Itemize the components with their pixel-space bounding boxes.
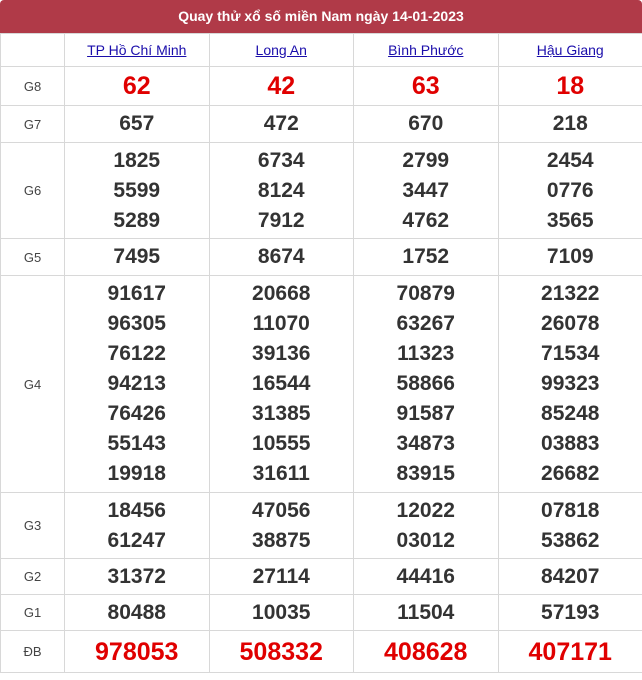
prize-cell [354,276,499,493]
province-header-row [1,34,642,67]
prize-cell [65,239,210,276]
prize-row [1,67,642,106]
prize-cell [498,493,642,559]
prize-number: 63267 [396,312,455,335]
prize-number: 8124 [257,178,305,202]
prize-row [1,631,642,673]
prize-number: 218 [552,112,588,135]
prize-number: 407171 [528,637,612,666]
prize-number: 31372 [107,564,166,588]
prize-number: 63 [411,72,440,100]
prize-number: 21322 [541,282,600,305]
results-table [0,33,642,673]
prize-number: 1825 [113,148,161,172]
prize-cell [65,67,210,106]
province-header [498,34,642,67]
prize-number: 61247 [107,528,166,552]
prize-cell [498,239,642,276]
prize-number: 91617 [107,282,166,305]
prize-number: 39136 [252,342,311,365]
prize-cell [498,595,642,631]
prize-cell [354,595,499,631]
prize-number: 18456 [107,498,166,522]
prize-cell [498,631,642,673]
prize-number: 83915 [396,462,455,485]
prize-number: 408628 [384,637,468,666]
prize-cell [498,143,642,239]
prize-number: 472 [263,112,299,135]
prize-number: 11504 [397,600,455,624]
prize-number: 44416 [396,564,455,588]
province-link-binh-phuoc[interactable]: Bình Phước [388,42,464,58]
prize-cell [354,67,499,106]
prize-cell [498,276,642,493]
prize-number: 76122 [107,342,166,365]
prize-number: 53862 [541,528,600,552]
prize-cell [65,559,210,595]
prize-number: 58866 [396,372,455,395]
prize-number: 508332 [239,637,323,666]
prize-number: 18 [556,72,585,100]
prize-number: 31385 [252,402,311,425]
prize-number: 0776 [546,178,594,202]
prize-cell [65,106,210,143]
prize-number: 31611 [252,462,310,485]
prize-number: 5289 [113,208,161,232]
prize-cell [65,631,210,673]
prize-cell [498,559,642,595]
prize-number: 71534 [541,342,600,365]
prize-number: 8674 [257,245,305,268]
prize-number: 94213 [107,372,166,395]
prize-cell [354,493,499,559]
prize-label: G3 [1,493,65,559]
prize-number: 978053 [95,637,179,666]
prize-label: G4 [1,276,65,493]
prize-number: 11323 [397,342,455,365]
prize-number: 03883 [541,432,600,455]
page-title: Quay thử xổ số miền Nam ngày 14-01-2023 [0,0,642,33]
prize-cell [65,276,210,493]
prize-row [1,276,642,493]
province-link-hau-giang[interactable]: Hậu Giang [536,42,604,58]
prize-number: 76426 [107,402,166,425]
prize-number: 85248 [541,402,600,425]
prize-label: G1 [1,595,65,631]
prize-number: 7912 [257,208,305,232]
prize-number: 5599 [113,178,161,202]
prize-number: 7495 [113,245,161,268]
prize-number: 55143 [107,432,166,455]
prize-cell [354,559,499,595]
prize-cell [354,143,499,239]
prize-number: 7109 [546,245,594,268]
prize-number: 2454 [546,148,594,172]
prize-number: 3447 [402,178,450,202]
prize-row [1,493,642,559]
prize-number: 38875 [252,528,311,552]
prize-cell [354,631,499,673]
prize-number: 62 [122,72,151,100]
prize-row [1,239,642,276]
prize-cell [65,493,210,559]
prize-label: G8 [1,67,65,106]
prize-number: 16544 [252,372,311,395]
prize-cell [209,559,354,595]
prize-rows [1,67,642,673]
province-header [354,34,499,67]
prize-number: 3565 [546,208,594,232]
prize-cell [209,106,354,143]
prize-number: 10555 [252,432,311,455]
prize-number: 20668 [252,282,311,305]
prize-number: 42 [267,72,296,100]
province-link-tp-ho-chi-minh[interactable]: TP Hồ Chí Minh [87,42,187,58]
prize-cell [209,67,354,106]
corner-cell [1,34,65,67]
prize-cell [209,239,354,276]
prize-cell [209,276,354,493]
prize-cell [209,143,354,239]
prize-cell [209,595,354,631]
prize-number: 70879 [396,282,455,305]
prize-number: 80488 [107,600,166,624]
prize-row [1,106,642,143]
prize-number: 27114 [252,564,310,588]
prize-number: 670 [408,112,444,135]
prize-row [1,595,642,631]
prize-label: G2 [1,559,65,595]
prize-label: G5 [1,239,65,276]
prize-row [1,143,642,239]
prize-number: 03012 [396,528,455,552]
prize-number: 07818 [541,498,600,522]
prize-number: 6734 [257,148,305,172]
prize-cell [65,143,210,239]
prize-number: 57193 [541,600,600,624]
prize-number: 26078 [541,312,600,335]
prize-number: 657 [119,112,155,135]
prize-cell [65,595,210,631]
prize-cell [354,106,499,143]
province-header [65,34,210,67]
prize-row [1,559,642,595]
prize-number: 1752 [402,245,450,268]
prize-number: 10035 [252,600,311,624]
prize-number: 99323 [541,372,600,395]
prize-number: 91587 [396,402,455,425]
prize-number: 11070 [252,312,310,335]
prize-label: G6 [1,143,65,239]
prize-cell [354,239,499,276]
prize-cell [498,106,642,143]
prize-label: G7 [1,106,65,143]
prize-label: ĐB [1,631,65,673]
province-header [209,34,354,67]
prize-number: 2799 [402,148,450,172]
prize-number: 47056 [252,498,311,522]
prize-number: 96305 [107,312,166,335]
province-link-long-an[interactable]: Long An [255,42,307,58]
prize-number: 26682 [541,462,600,485]
prize-number: 12022 [396,498,455,522]
prize-number: 84207 [541,564,600,588]
prize-cell [209,493,354,559]
prize-cell [498,67,642,106]
prize-number: 4762 [402,208,450,232]
prize-number: 34873 [396,432,455,455]
prize-number: 19918 [107,462,166,485]
prize-cell [209,631,354,673]
